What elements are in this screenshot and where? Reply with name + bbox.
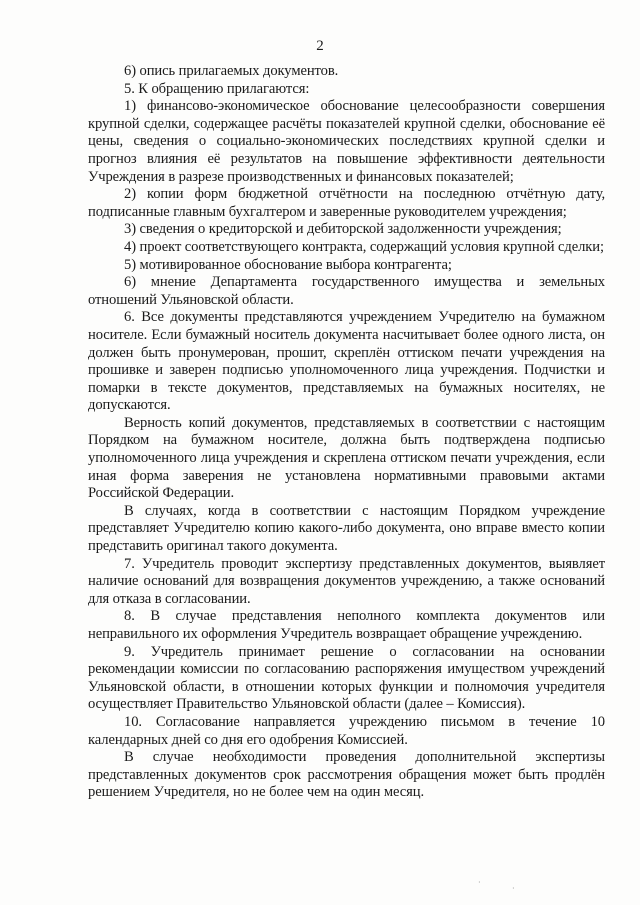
paragraph: В случае необходимости проведения дополнительной экспертизы представленных документов срок рассмотрения обращения может быть продлён решением Учредителя, но не более чем на один месяц. <box>88 749 605 801</box>
paragraph: В случаях, когда в соответствии с настоящим Порядком учреждение представляет Учредителю копию какого-либо документа, оно вправе вместо копии представить оригинал такого документа. <box>88 502 605 555</box>
paragraph: Верность копий документов, представляемых в соответствии с настоящим Порядком на бумажном носителе, должна быть подтверждена подписью уполномоченного лица учреждения и скреплена оттиском печати учреждения, если иная форма заверения не установлена нормативными правовыми актами Российской Федерации. <box>88 414 605 502</box>
page-number: 2 <box>316 38 324 54</box>
paragraph: 10. Согласование направляется учреждению письмом в течение 10 календарных дней со дня его одобрения Комиссией. <box>88 713 605 748</box>
document-body <box>88 63 605 802</box>
paragraph: 6) мнение Департамента государственного имущества и земельных отношений Ульяновской области. <box>88 274 605 308</box>
paragraph: 5. К обращению прилагаются: <box>124 80 310 97</box>
paragraph: 8. В случае представления неполного комплекта документов или неправильного их оформления Учредитель возвращает обращение учреждению. <box>88 608 605 642</box>
scan-speck: · <box>478 878 481 887</box>
scan-speck: · <box>512 884 515 893</box>
paragraph: 4) проект соответствующего контракта, содержащий условия крупной сделки; <box>124 238 604 255</box>
paragraph: 9. Учредитель принимает решение о согласовании на основании рекомендации комиссии по согласованию распоряжения имуществом учреждений Ульяновской области, в отношении которых функции и полномочия учредителя осуществляет Правительство Ульяновской области (далее – Комиссия). <box>88 643 605 713</box>
paragraph: 6) опись прилагаемых документов. <box>124 63 339 79</box>
paragraph: 7. Учредитель проводит экспертизу представленных документов, выявляет наличие оснований для возвращения документов учреждению, а также оснований для отказа в согласовании. <box>88 555 605 607</box>
paragraph: 5) мотивированное обоснование выбора контрагента; <box>124 256 452 273</box>
paragraph: 3) сведения о кредиторской и дебиторской задолженности учреждения; <box>124 221 562 238</box>
paragraph: 2) копии форм бюджетной отчётности на последнюю отчётную дату, подписанные главным бухгалтером и заверенные руководителем учреждения; <box>88 186 605 220</box>
paragraph: 6. Все документы представляются учреждением Учредителю на бумажном носителе. Если бумажный носитель документа насчитывает более одного листа, он должен быть пронумерован, прошит, скреплён оттиском печати учреждения на прошивке и заверен подписью уполномоченного лица учреждения. Подчистки и помарки в тексте документов, представляемых на бумажных носителях, не допускаются. <box>88 309 605 414</box>
paragraph: 1) финансово-экономическое обоснование целесообразности совершения крупной сделки, содержащее расчёты показателей крупной сделки, обоснование её цены, сведения о социально-экономических последствиях крупной сделки и прогноз влияния её результатов на повышение эффективности деятельности Учреждения в разрезе производственных и финансовых показателей; <box>88 98 605 185</box>
